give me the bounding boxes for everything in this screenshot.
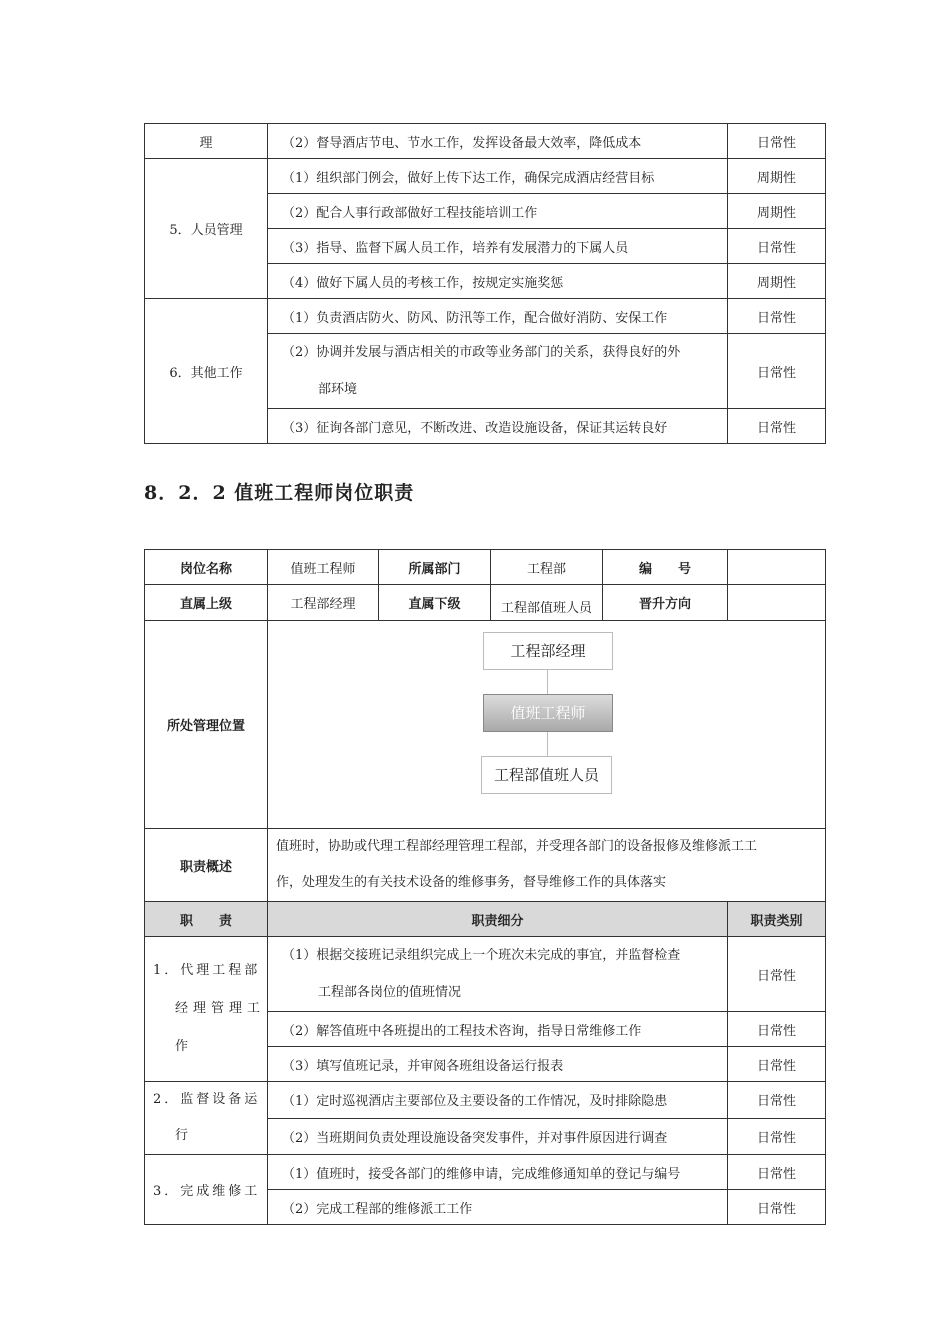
duty-desc: [268, 334, 728, 409]
category-cell: 理: [145, 124, 268, 159]
duty-desc: （2）解答值班中各班提出的工程技术咨询，指导日常维修工作: [268, 1012, 728, 1047]
duty-type: 日常性: [728, 1082, 826, 1119]
duty-category: [145, 937, 268, 1082]
duty-desc: （1）定时巡视酒店主要部位及主要设备的工作情况，及时排除隐患: [268, 1082, 728, 1119]
duty-category-line: 作: [175, 1039, 189, 1054]
duty-type: 日常性: [728, 1118, 826, 1155]
duty-desc: （1）负责酒店防火、防风、防汛等工作，配合做好消防、安保工作: [268, 299, 728, 334]
category-cell: 5．人员管理: [145, 159, 268, 299]
duty-type: 日常性: [728, 1012, 826, 1047]
label-management-position: 所处管理位置: [145, 621, 268, 829]
duty-type: 日常性: [728, 124, 826, 159]
duty-category-line: 经理管理工: [175, 1001, 266, 1016]
org-box-manager: 工程部经理: [483, 632, 613, 670]
duty-type: 日常性: [728, 409, 826, 444]
value-number: [728, 550, 826, 585]
value-position-name: 值班工程师: [268, 550, 379, 585]
duty-type: 周期性: [728, 264, 826, 299]
duty-category-line: 1．代理工程部: [153, 963, 261, 978]
duty-type: 日常性: [728, 937, 826, 1012]
duty-desc: （2）当班期间负责处理设施设备突发事件，并对事件原因进行调查: [268, 1118, 728, 1155]
summary-text: [268, 829, 826, 902]
value-department: 工程部: [491, 550, 603, 585]
duty-desc: （2）督导酒店节电、节水工作，发挥设备最大效率，降低成本: [268, 124, 728, 159]
value-superior: 工程部经理: [268, 585, 379, 621]
org-box-subordinate: 工程部值班人员: [481, 756, 612, 794]
duty-desc: （1）组织部门例会，做好上传下达工作，确保完成酒店经营目标: [268, 159, 728, 194]
duty-category-line: 行: [175, 1128, 189, 1143]
section-heading: 8．2．2 值班工程师岗位职责: [144, 482, 415, 504]
label-department: 所属部门: [379, 550, 491, 585]
duty-desc-line: （2）协调并发展与酒店相关的市政等业务部门的关系，获得良好的外: [282, 345, 681, 360]
duty-desc: [268, 937, 728, 1012]
duty-desc-line: （1）根据交接班记录组织完成上一个班次未完成的事宜，并监督检查: [282, 948, 681, 963]
value-subordinate: 工程部值班人员: [491, 585, 603, 621]
label-promotion: 晋升方向: [603, 585, 728, 621]
duty-desc: （4）做好下属人员的考核工作，按规定实施奖惩: [268, 264, 728, 299]
label-number: 编 号: [603, 550, 728, 585]
header-duty: 职 责: [145, 902, 268, 937]
summary-line: 作，处理发生的有关技术设备的维修事务，督导维修工作的具体落实: [276, 875, 667, 890]
label-summary: 职责概述: [145, 829, 268, 902]
duty-desc: （3）指导、监督下属人员工作，培养有发展潜力的下属人员: [268, 229, 728, 264]
summary-line: 值班时，协助或代理工程部经理管理工程部，并受理各部门的设备报修及维修派工工: [276, 839, 758, 854]
duty-category-line: 2．监督设备运: [153, 1092, 261, 1107]
duty-type: 日常性: [728, 1047, 826, 1082]
duty-type: 日常性: [728, 1155, 826, 1190]
duty-desc: （1）值班时，接受各部门的维修申请，完成维修通知单的登记与编号: [268, 1155, 728, 1190]
org-box-current-position: 值班工程师: [483, 694, 613, 732]
duty-category: [145, 1155, 268, 1225]
duty-type: 周期性: [728, 194, 826, 229]
duty-desc-line: 工程部各岗位的值班情况: [318, 985, 462, 1000]
category-cell: 6．其他工作: [145, 299, 268, 444]
header-duty-type: 职责类别: [728, 902, 826, 937]
duty-table-continued: [144, 123, 826, 444]
duty-type: 日常性: [728, 229, 826, 264]
duty-category-line: 3．完成维修工: [153, 1184, 261, 1199]
duty-type: 日常性: [728, 1190, 826, 1225]
duty-type: 周期性: [728, 159, 826, 194]
value-promotion: [728, 585, 826, 621]
duty-desc-line: 部环境: [318, 382, 358, 397]
org-connector: [547, 670, 548, 694]
label-position-name: 岗位名称: [145, 550, 268, 585]
duty-category: [145, 1082, 268, 1155]
duty-type: 日常性: [728, 334, 826, 409]
header-duty-detail: 职责细分: [268, 902, 728, 937]
label-subordinate: 直属下级: [379, 585, 491, 621]
duty-type: 日常性: [728, 299, 826, 334]
duty-desc: （3）填写值班记录，并审阅各班组设备运行报表: [268, 1047, 728, 1082]
duty-desc: （2）配合人事行政部做好工程技能培训工作: [268, 194, 728, 229]
duty-desc: （3）征询各部门意见，不断改进、改造设施设备，保证其运转良好: [268, 409, 728, 444]
org-connector: [547, 732, 548, 756]
duty-desc: （2）完成工程部的维修派工工作: [268, 1190, 728, 1225]
label-superior: 直属上级: [145, 585, 268, 621]
